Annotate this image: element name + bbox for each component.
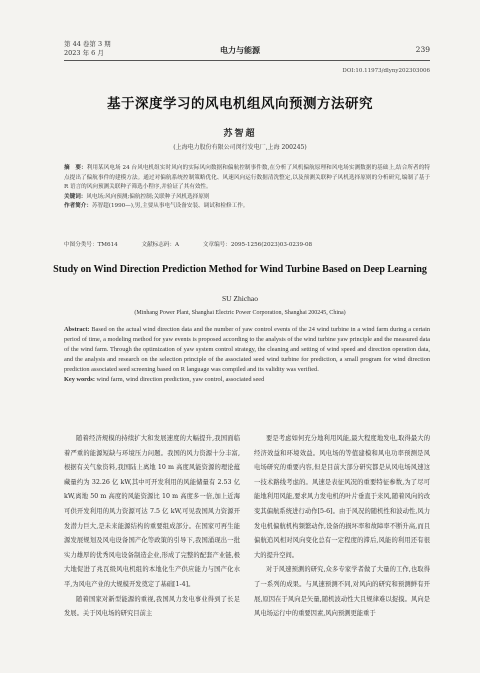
body-paragraph: 随着国家对新型能源的重视,我国风力发电事业得到了长足发展。关于风电场的研究目前主 (64, 595, 240, 618)
keywords-text-chinese: 风电场;风向预测;偏航控制;关联种子风机选择原则 (86, 193, 210, 200)
author-bio-label: 作者简介： (64, 203, 92, 210)
page-number: 239 (415, 45, 430, 54)
journal-name: 电力与能源 (220, 46, 260, 55)
abstract-chinese (64, 164, 430, 193)
title-chinese: 基于深度学习的风电机组风向预测方法研究 (107, 96, 373, 112)
keywords-text-english: wind farm, wind direction prediction, yaw control, associated seed (96, 376, 265, 383)
author-chinese: 苏智超 (223, 129, 257, 139)
body-paragraph: 随着经济规模的持续扩大和发展速度的大幅提升,我国面临着严重的能源短缺与环境压力问题。我国的风力资源十分丰富,根据有关气象资料,我国陆上离地 10 m 高度风能资源的理论蕴藏量约为 32.26 亿 kW,其中可开发利用的风能储量有 2.53 亿 kW,离地 50 m 高度的风能资源比 10 m 高度多一倍,加上近海可供开发利用的风力资源可达 7.5 亿 kW,可见我国风力资源开发潜力巨大,是未来能源结构的重要组成部分。在国家可再生能源发展规划及风电设备国产化等政策的引导下,我国涌现出一批实力雄厚的优秀风电设备制造企业,形成了完整的配套产业链,极大地促进了兆瓦级风电机组的本地化生产供应能力与国产化水平,为风电产业的大规模开发奠定了基础[1-4]。 (64, 435, 240, 588)
title-english: Study on Wind Direction Prediction Method for Wind Turbine Based on Deep Learning (53, 264, 427, 275)
header-rule (64, 60, 430, 61)
abstract-text-chinese: 利用某风电场 24 台风电机组实时风向的实际风向数据和偏航控制事件数,在分析了风机偏航原理和风电场实测数据的基础上,结合所者的特点提出了偏航事件的建模方法。通过对偏航系统控制策略优化、风速风向运行数据清洗整定,以及预测关联种子风机选择原则的分析研究,编制了基于 R 语言的风向预测关联种子筛选小程序,并验证了其有效性。 (64, 165, 430, 191)
volume-issue: 第 44 卷第 3 期 (64, 40, 111, 48)
affiliation-chinese: (上海电力股份有限公司闵行发电厂,上海 200245) (173, 144, 307, 151)
affiliation-english: (Minhang Power Plant, Shanghai Electric Power Corporation, Shanghai 200245, China) (134, 310, 346, 316)
keywords-english (64, 375, 430, 385)
issue-date: 2023 年 6 月 (64, 49, 104, 57)
classification-row (64, 240, 334, 248)
article-id: 文章编号：2095-1256(2023)03-0239-08 (202, 242, 313, 248)
abstract-english (64, 325, 430, 375)
body-paragraph: 要是考虑如何充分地利用风能,最大程度地发电,取得最大的经济效益和环境效益。风电场的等值建模和风电功率预测是风电场研究的重要内容,但是目前大部分研究都是从风电场风速这一技术路线考虑的。风速是表征风况的重要特征参数,为了尽可能地利用风能,要求风力发电机的叶片垂直于来风,随着风向的改变其偏航系统进行动作[5-6]。由于风况的随机性和波动性,风力发电机偏航机构频繁动作,设备的损坏率和故障率不断升高,而且偏航追风相对风向变化总有一定程度的滞后,风能的利用还有很大的提升空间。 (254, 435, 430, 559)
abstract-label-english: Abstract: (64, 326, 90, 333)
clc-number: 中图分类号：TM614 (64, 242, 118, 248)
document-code: 文献标志码：A (141, 242, 180, 248)
keywords-label-chinese: 关键词： (64, 193, 87, 200)
keywords-label-english: Key words: (64, 376, 95, 383)
abstract-label-chinese: 摘 要： (64, 165, 87, 171)
abstract-block-chinese (64, 164, 430, 212)
doi: DOI:10.11973/dlyny202303006 (342, 68, 430, 74)
body-column-right (254, 432, 430, 622)
keywords-chinese (64, 193, 430, 203)
abstract-text-english: Based on the actual wind direction data and the number of yaw control events of the 24 wind turbine in a wind farm during a certain period of time, a modeling method for yaw events is proposed according to the analysis of the wind turbine yaw principle and the measured data of the wind farm. Through the optimization of yaw system control strategy, the cleaning and setting of wind speed and direction operation data, and the analysis and research on the selection principle of the associated seed wind turbine for prediction, a small program for wind direction prediction associated seed screening based on R language was compiled and its validity was verified. (64, 326, 430, 373)
author-english: SU Zhichao (221, 294, 259, 303)
body-column-left (64, 432, 240, 622)
abstract-block-english (64, 325, 430, 385)
body-paragraph: 对于风速预测的研究,众多专家学者做了大量的工作,也取得了一系列的成果。与风速预测不同,对风向的研究和预测鲜有开展,原因在于风向是矢量,随机波动性大且规律难以捉摸。风向是风电场运行中的重要因素,风向预测更能重于 (254, 566, 430, 618)
author-bio (64, 202, 430, 212)
author-bio-text: 苏智超(1990—),男,主要从事电气设备安装、调试和检修工作。 (91, 203, 249, 210)
